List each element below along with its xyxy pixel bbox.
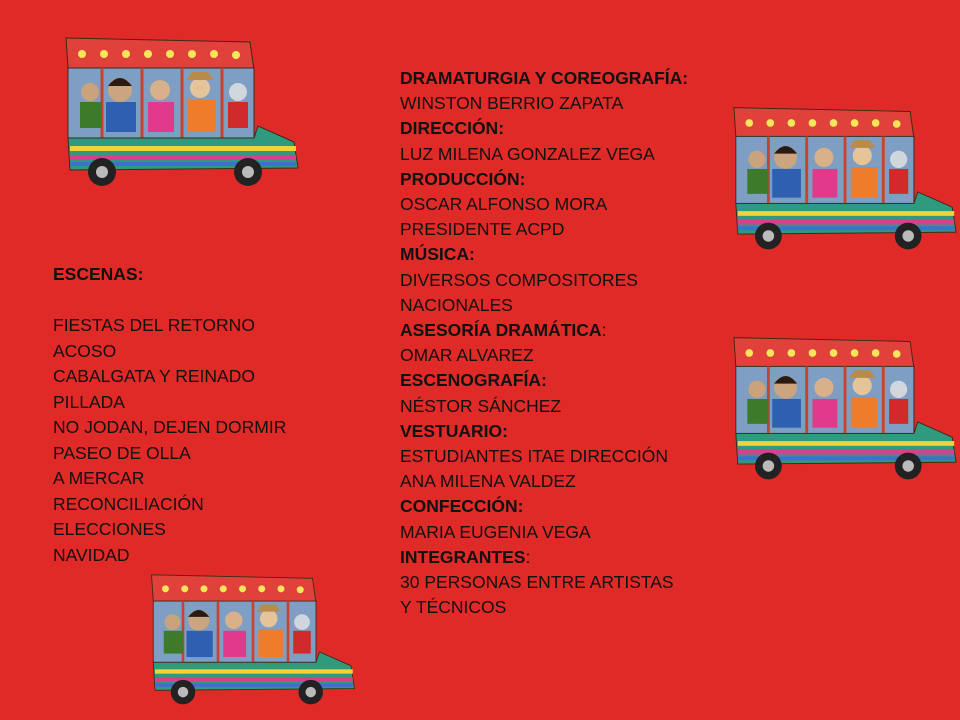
scene-item: ACOSO <box>53 340 117 361</box>
credit-role-suffix: : <box>601 320 607 341</box>
credit-role <box>400 242 760 267</box>
scene-item: A MERCAR <box>53 468 145 488</box>
scene-items <box>53 313 373 568</box>
credit-role <box>400 494 760 519</box>
credit-role <box>400 66 760 91</box>
credit-name: Y TÉCNICOS <box>400 597 507 618</box>
credit-role <box>400 419 760 444</box>
credit-role <box>400 318 760 343</box>
credit-name: PRESIDENTE ACPD <box>400 219 565 240</box>
credit-role-label: CONFECCIÓN: <box>400 496 524 517</box>
scene-item: CABALGATA Y REINADO <box>53 366 255 386</box>
credit-role <box>400 167 760 192</box>
credit-name: NÉSTOR SÁNCHEZ <box>400 395 562 416</box>
credit-name: ANA MILENA VALDEZ <box>400 471 576 492</box>
credit-role-label: MÚSICA: <box>400 244 475 265</box>
credit-role-label: INTEGRANTES <box>400 546 526 567</box>
scene-item: PILLADA <box>53 391 125 412</box>
credit-name: MARIA EUGENIA VEGA <box>400 521 591 542</box>
credit-role-suffix: : <box>525 546 531 567</box>
scene-item: NO JODAN, DEJEN DORMIR <box>53 417 287 437</box>
scenes-heading: ESCENAS: <box>53 264 144 284</box>
scene-item: ELECCIONES <box>53 519 166 539</box>
credit-name: OSCAR ALFONSO MORA <box>400 194 608 215</box>
scene-item: PASEO DE OLLA <box>53 442 191 463</box>
chiva-bus-icon <box>148 565 358 715</box>
credit-role-label: DIRECCIÓN: <box>400 118 505 139</box>
credit-role-label: PRODUCCIÓN: <box>400 168 526 189</box>
chiva-bus-icon <box>730 100 960 258</box>
credit-role-label: DRAMATURGIA Y COREOGRAFÍA: <box>400 68 689 88</box>
credit-name: 30 PERSONAS ENTRE ARTISTAS <box>400 572 674 593</box>
credit-role <box>400 368 760 393</box>
spacer <box>53 288 373 314</box>
chiva-bus-icon <box>730 330 960 488</box>
credit-name: ESTUDIANTES ITAE DIRECCIÓN <box>400 446 669 467</box>
credit-name: LUZ MILENA GONZALEZ VEGA <box>400 143 655 164</box>
credit-role-label: ASESORÍA DRAMÁTICA <box>400 320 602 341</box>
credit-name: NACIONALES <box>400 294 513 315</box>
scene-item: NAVIDAD <box>53 544 130 565</box>
credit-role-label: VESTUARIO: <box>400 420 508 441</box>
scenes-list <box>53 262 373 568</box>
credit-name: WINSTON BERRIO ZAPATA <box>400 93 624 114</box>
credits-list <box>400 66 760 620</box>
chiva-bus-icon <box>62 30 302 195</box>
credit-role <box>400 545 760 570</box>
credit-name: DIVERSOS COMPOSITORES <box>400 269 638 290</box>
scene-item: RECONCILIACIÓN <box>53 493 204 514</box>
credit-role-label: ESCENOGRAFÍA: <box>400 370 547 391</box>
credit-name: OMAR ALVAREZ <box>400 345 534 366</box>
scene-item: FIESTAS DEL RETORNO <box>53 315 255 335</box>
credit-role <box>400 116 760 141</box>
